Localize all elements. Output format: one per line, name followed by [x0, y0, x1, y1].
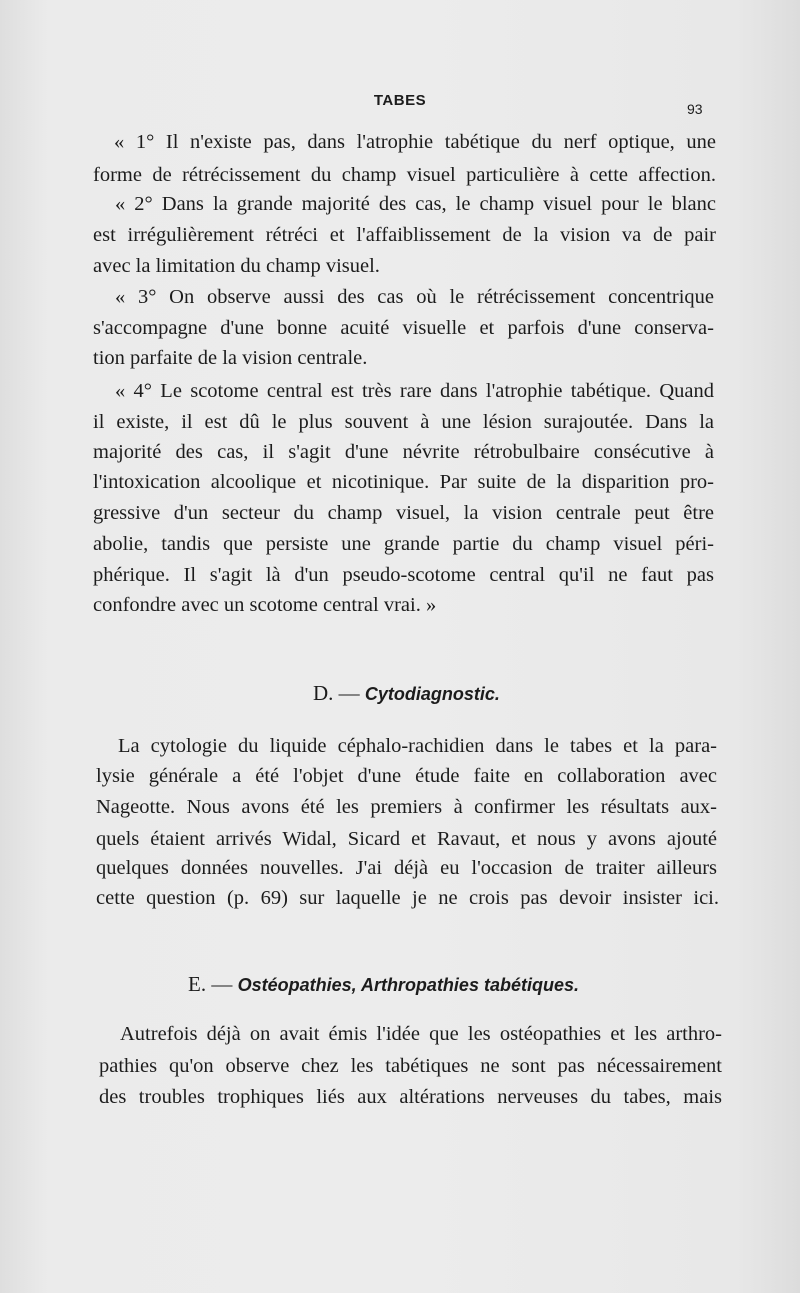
text-line: tion parfaite de la vision centrale. — [93, 347, 368, 369]
text-line: forme de rétrécissement du champ visuel particulière à cette affection. — [93, 165, 716, 186]
text-line: est irrégulièrement rétréci et l'affaiblissement de la vision va de pair — [93, 225, 716, 246]
text-line: « 1° Il n'existe pas, dans l'atrophie tabétique du nerf optique, une — [114, 132, 716, 153]
text-line: avec la limitation du champ visuel. — [93, 255, 380, 277]
text-line: « 3° On observe aussi des cas où le rétrécissement concentrique — [115, 287, 714, 308]
text-line: quelques données nouvelles. J'ai déjà eu l'occasion de traiter ailleurs — [96, 858, 717, 879]
text-line: des troubles trophiques liés aux altérations nerveuses du tabes, mais — [99, 1087, 722, 1108]
page-number: 93 — [687, 101, 703, 117]
section-title: Cytodiagnostic. — [364, 684, 500, 704]
text-line: phérique. Il s'agit là d'un pseudo-scotome central qu'il ne faut pas — [93, 565, 714, 586]
text-line: gressive d'un secteur du champ visuel, la vision centrale peut être — [93, 503, 714, 524]
text-line: il existe, il est dû le plus souvent à une lésion surajoutée. Dans la — [93, 412, 714, 433]
section-label: E. — — [188, 972, 233, 996]
text-line: pathies qu'on observe chez les tabétiques ne sont pas nécessairement — [99, 1056, 722, 1077]
text-line: s'accompagne d'une bonne acuité visuelle et parfois d'une conserva- — [93, 318, 714, 339]
text-line: abolie, tandis que persiste une grande partie du champ visuel péri- — [93, 534, 714, 555]
running-head: TABES — [373, 92, 427, 109]
text-line: quels étaient arrivés Widal, Sicard et Ravaut, et nous y avons ajouté — [96, 829, 717, 850]
text-line: lysie générale a été l'objet d'une étude faite en collaboration avec — [96, 766, 717, 787]
text-line: majorité des cas, il s'agit d'une névrite rétrobulbaire consécutive à — [93, 442, 714, 463]
text-line: l'intoxication alcoolique et nicotinique. Par suite de la disparition pro- — [93, 472, 714, 493]
text-line: Autrefois déjà on avait émis l'idée que les ostéopathies et les arthro- — [120, 1024, 722, 1045]
text-line: cette question (p. 69) sur laquelle je ne crois pas devoir insister ici. — [96, 888, 719, 909]
text-line: Nageotte. Nous avons été les premiers à confirmer les résultats aux- — [96, 797, 717, 818]
text-line: « 4° Le scotome central est très rare dans l'atrophie tabétique. Quand — [115, 381, 714, 402]
section-heading-e — [188, 972, 579, 997]
section-label: D. — — [313, 681, 360, 705]
section-heading-d — [313, 681, 500, 706]
text-line: confondre avec un scotome central vrai. » — [93, 594, 437, 616]
section-title: Ostéopathies, Arthropathies tabétiques. — [237, 975, 579, 995]
text-line: « 2° Dans la grande majorité des cas, le champ visuel pour le blanc — [115, 194, 716, 215]
text-line: La cytologie du liquide céphalo-rachidien dans le tabes et la para- — [118, 736, 717, 757]
